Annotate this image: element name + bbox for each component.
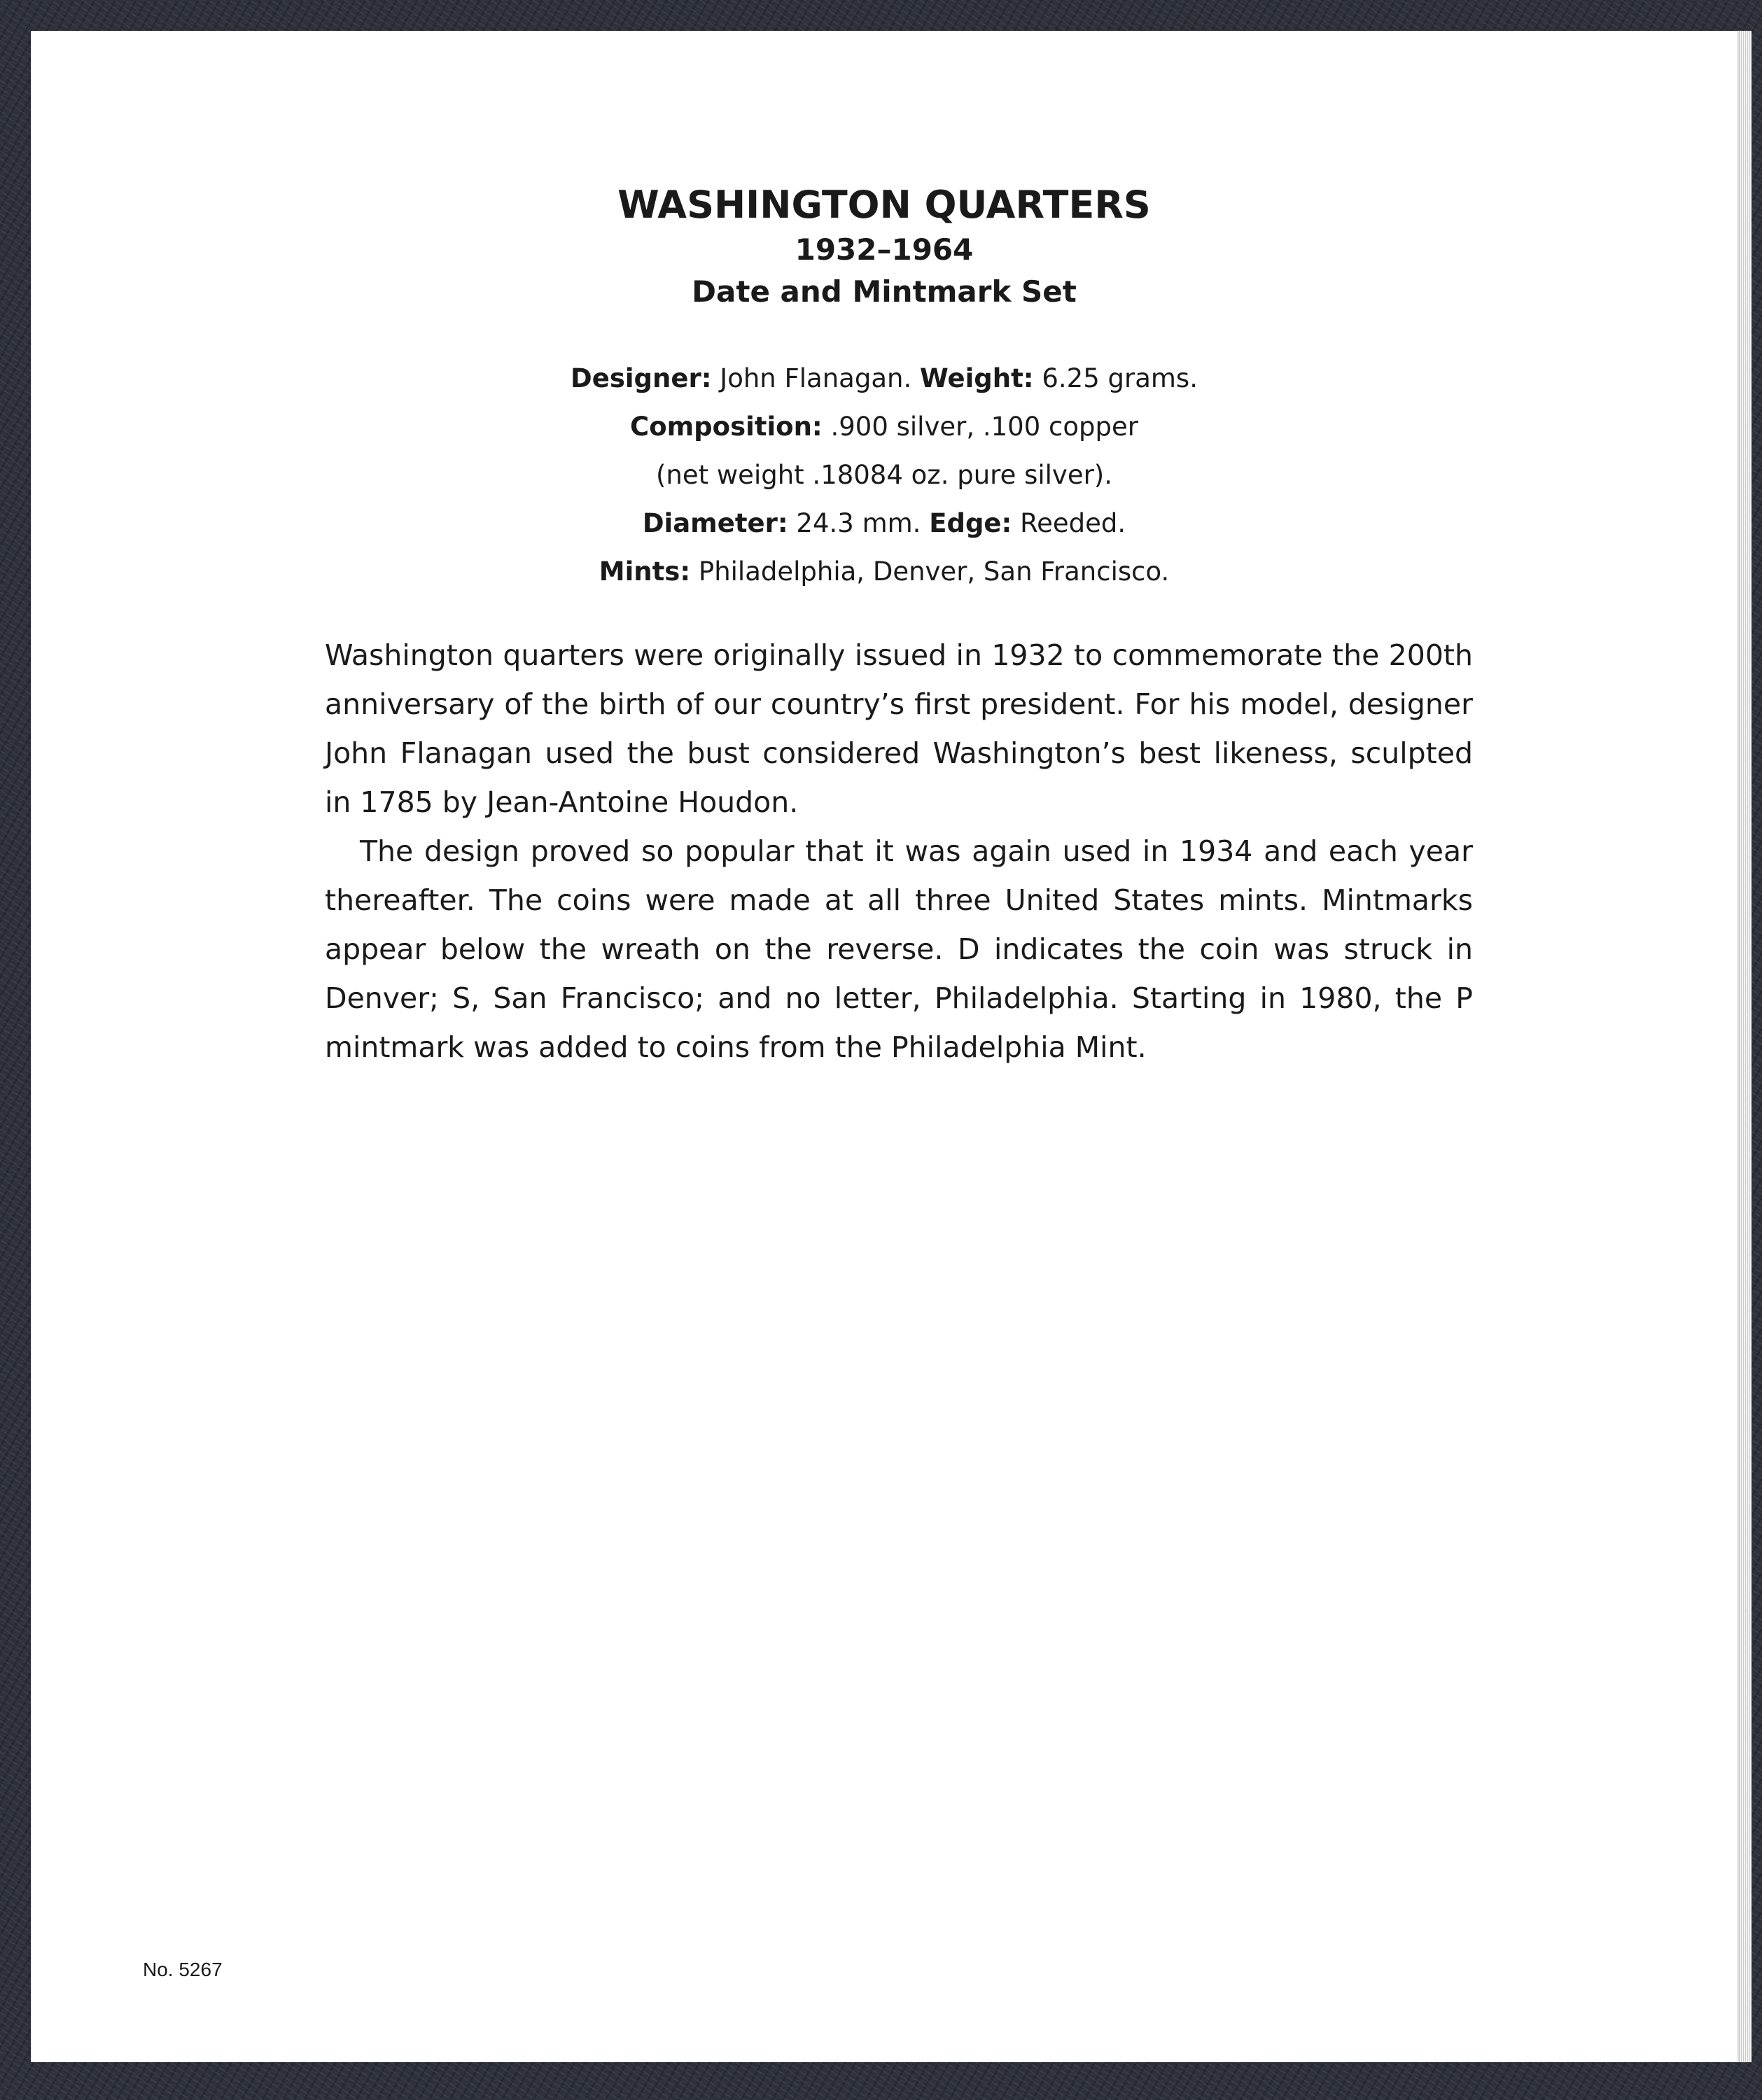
weight-label: Weight: [920,363,1034,393]
set-name: Date and Mintmark Set [692,274,1077,309]
composition-value: .900 silver, .100 copper [830,412,1138,442]
description-paragraph-2: The design proved so popular that it was again used in 1934 and each year thereafter. The coins were made at all three United States mints. Mintmarks appear below the wreath on the reverse. D indicates the coin was struck in Denver; S, San Francisco; and no letter, Philadelphia. Starting in 1980, the P mintmark was added to coins from the Philadelphia Mint. [325,834,1473,1064]
spec-line-composition [31,402,1737,451]
mints-label: Mints: [599,556,691,587]
date-range: 1932–1964 [795,232,974,267]
description-text [325,631,1473,1072]
mints-value: Philadelphia, Denver, San Francisco. [698,556,1170,587]
catalog-number: No. 5267 [143,1959,223,1980]
diameter-value: 24.3 mm. [796,508,921,538]
weight-value: 6.25 grams. [1042,363,1198,393]
diameter-label: Diameter: [642,508,788,538]
page-title: WASHINGTON QUARTERS [617,183,1151,227]
edge-value: Reeded. [1020,508,1126,538]
coin-specifications [31,354,1737,596]
page-edge-stack [1737,31,1751,2062]
spec-line-diameter-edge [31,499,1737,547]
spec-line-mints [31,547,1737,596]
spec-line-net-weight: (net weight .18084 oz. pure silver). [656,460,1112,490]
album-page [31,31,1737,2062]
edge-label: Edge: [929,508,1012,538]
spec-line-designer-weight [31,354,1737,402]
page-header [31,181,1737,313]
designer-value: John Flanagan. [720,363,912,393]
composition-label: Composition: [630,412,823,442]
designer-label: Designer: [571,363,712,393]
description-paragraph-1: Washington quarters were originally issued in 1932 to commemorate the 200th anniversary of the birth of our country’s first president. For his model, designer John Flanagan used the bust considered Washington’s best likeness, sculpted in 1785 by Jean-Antoine Houdon. [325,638,1473,819]
